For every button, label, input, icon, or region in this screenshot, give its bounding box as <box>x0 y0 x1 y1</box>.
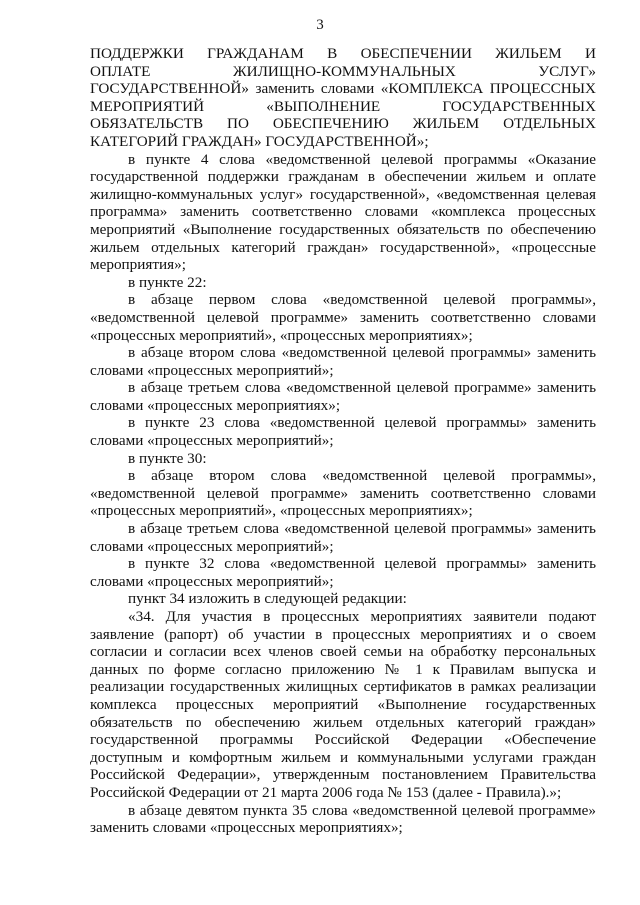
paragraph-point-22-third: в абзаце третьем слова «ведомственной целевой программе» заменить словами «процессных мероприятиях»; <box>90 379 596 414</box>
header-caps-block <box>90 45 596 151</box>
paragraph-point-30: в пункте 30: <box>128 449 207 467</box>
paragraph-point-23: в пункте 23 слова «ведомственной целевой программы» заменить словами «процессных мероприятий»; <box>90 414 596 450</box>
header-line: ОБЯЗАТЕЛЬСТВ ПО ОБЕСПЕЧЕНИЮ ЖИЛЬЕМ ОТДЕЛЬНЫХ <box>90 115 596 133</box>
header-line: ОПЛАТЕ ЖИЛИЩНО-КОММУНАЛЬНЫХ УСЛУГ» <box>90 62 596 80</box>
paragraph-point-4: в пункте 4 слова «ведомственной целевой программы «Оказание государственной поддержки гражданам в обеспечении жильем и оплате жилищно-коммунальных услуг» государственной», «ведомственная целевая программа» заменить соответственно словами «комплекса процессных мероприятий «Выполнение государственных обязательств по обеспечению жильем отдельных категорий граждан» государственной», «процессные мероприятия»; <box>90 150 596 274</box>
paragraph-point-34-intro: пункт 34 изложить в следующей редакции: <box>128 590 407 608</box>
paragraph-point-35: в абзаце девятом пункта 35 слова «ведомственной целевой программе» заменить словами «процессных мероприятиях»; <box>90 801 596 837</box>
header-line: ПОДДЕРЖКИ ГРАЖДАНАМ В ОБЕСПЕЧЕНИИ ЖИЛЬЕМ И <box>90 45 596 62</box>
page-number: 3 <box>316 17 324 33</box>
paragraph-point-30-third: в абзаце третьем слова «ведомственной целевой программы» заменить словами «процессных мероприятий»; <box>90 520 596 555</box>
header-line: КАТЕГОРИЙ ГРАЖДАН» ГОСУДАРСТВЕННОЙ»; <box>90 132 429 150</box>
header-line: ГОСУДАРСТВЕННОЙ» заменить словами «КОМПЛЕКСА ПРОЦЕССНЫХ <box>90 80 596 98</box>
paragraph-point-32: в пункте 32 слова «ведомственной целевой программы» заменить словами «процессных мероприятий»; <box>90 555 596 590</box>
paragraph-point-34-text: «34. Для участия в процессных мероприятиях заявители подают заявление (рапорт) об участии в процессных мероприятиях и о своем согласии и согласии всех членов своей семьи на обработку персональных данных по форме согласно приложению № 1 к Правилам выпуска и реализации государственных жилищных сертификатов в рамках реализации комплекса процессных мероприятий «Выполнение государственных обязательств по обеспечению жильем отдельных категорий граждан» государственной программы Российской Федерации «Обеспечение доступным и комфортным жильем и коммунальными услугами граждан Российской Федерации», утвержденным постановлением Правительства Российской Федерации от 21 марта 2006 года № 153 (далее - Правила).»; <box>90 608 596 801</box>
header-line: МЕРОПРИЯТИЙ «ВЫПОЛНЕНИЕ ГОСУДАРСТВЕННЫХ <box>90 97 596 115</box>
document-body <box>90 45 596 837</box>
paragraph-point-22: в пункте 22: <box>128 273 207 291</box>
paragraph-point-22-first: в абзаце первом слова «ведомственной целевой программы», «ведомственной целевой программе» заменить соответственно словами «процессных мероприятий», «процессных мероприятиях»; <box>90 291 596 344</box>
paragraph-point-22-second: в абзаце втором слова «ведомственной целевой программы» заменить словами «процессных мероприятий»; <box>90 344 596 379</box>
paragraph-point-30-second: в абзаце втором слова «ведомственной целевой программы», «ведомственной целевой программе» заменить соответственно словами «процессных мероприятий», «процессных мероприятиях»; <box>90 467 596 520</box>
